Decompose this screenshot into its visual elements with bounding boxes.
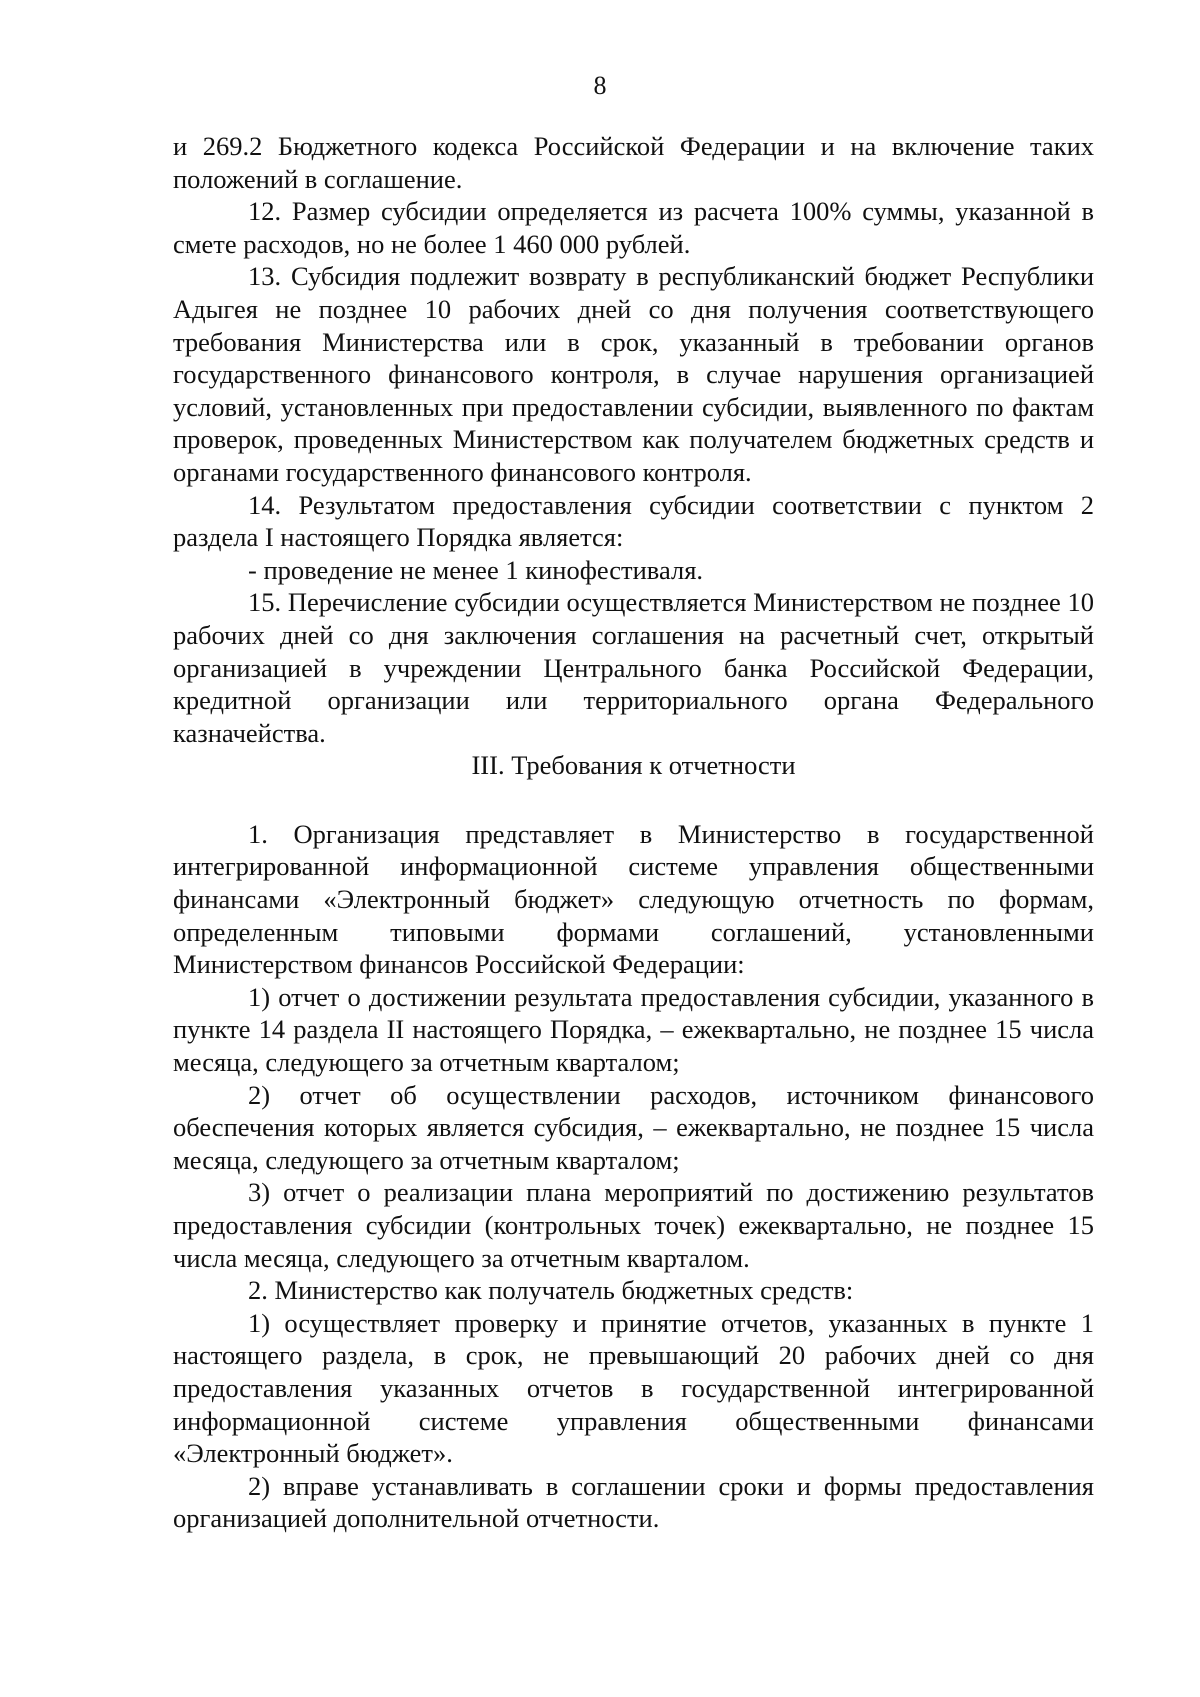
paragraph-12: 12. Размер субсидии определяется из расчета 100% суммы, указанной в смете расходов, но не более 1 460 000 рублей.	[173, 196, 1094, 259]
section-heading: III. Требования к отчетности	[471, 750, 796, 781]
paragraph-reporting-2: 2. Министерство как получатель бюджетных средств:	[248, 1275, 854, 1306]
document-body	[173, 130, 1094, 1535]
page-number: 8	[593, 71, 607, 100]
paragraph-14-item: - проведение не менее 1 кинофестиваля.	[248, 554, 704, 585]
paragraph-reporting-1-1: 1) отчет о достижении результата предоставления субсидии, указанного в пункте 14 раздела II настоящего Порядка, – ежеквартально, не позднее 15 числа месяца, следующего за отчетным кварталом;	[173, 981, 1094, 1078]
paragraph-continuation: и 269.2 Бюджетного кодекса Российской Федерации и на включение таких положений в соглашение.	[173, 131, 1094, 194]
paragraph-reporting-1: 1. Организация представляет в Министерство в государственной интегрированной информационной системе управления общественными финансами «Электронный бюджет» следующую отчетность по формам, определенным типовыми формами соглашений, установленными Министерством финансов Российской Федерации:	[173, 818, 1094, 980]
paragraph-13: 13. Субсидия подлежит возврату в республиканский бюджет Республики Адыгея не позднее 10 рабочих дней со дня получения соответствующего требования Министерства или в срок, указанный в требовании органов государственного финансового контроля, в случае нарушения организацией условий, установленных при предоставлении субсидии, выявленного по фактам проверок, проведенных Министерством как получателем бюджетных средств и органами государственного финансового контроля.	[173, 261, 1094, 487]
paragraph-14: 14. Результатом предоставления субсидии соответствии с пунктом 2 раздела I настоящего Порядка является:	[173, 489, 1094, 553]
paragraph-reporting-1-2: 2) отчет об осуществлении расходов, источником финансового обеспечения которых является субсидия, – ежеквартально, не позднее 15 числа месяца, следующего за отчетным кварталом;	[173, 1079, 1094, 1175]
paragraph-reporting-1-3: 3) отчет о реализации плана мероприятий по достижению результатов предоставления субсидии (контрольных точек) ежеквартально, не позднее 15 числа месяца, следующего за отчетным кварталом.	[173, 1177, 1094, 1273]
paragraph-15: 15. Перечисление субсидии осуществляется Министерством не позднее 10 рабочих дней со дня заключения соглашения на расчетный счет, открытый организацией в учреждении Центрального банка Российской Федерации, кредитной организации или территориального органа Федерального казначейства.	[173, 587, 1094, 748]
paragraph-reporting-2-1: 1) осуществляет проверку и принятие отчетов, указанных в пункте 1 настоящего раздела, в срок, не превышающий 20 рабочих дней со дня предоставления указанных отчетов в государственной интегрированной информационной системе управления общественными финансами «Электронный бюджет».	[173, 1307, 1094, 1469]
paragraph-reporting-2-2: 2) вправе устанавливать в соглашении сроки и формы предоставления организацией дополнительной отчетности.	[173, 1470, 1094, 1534]
